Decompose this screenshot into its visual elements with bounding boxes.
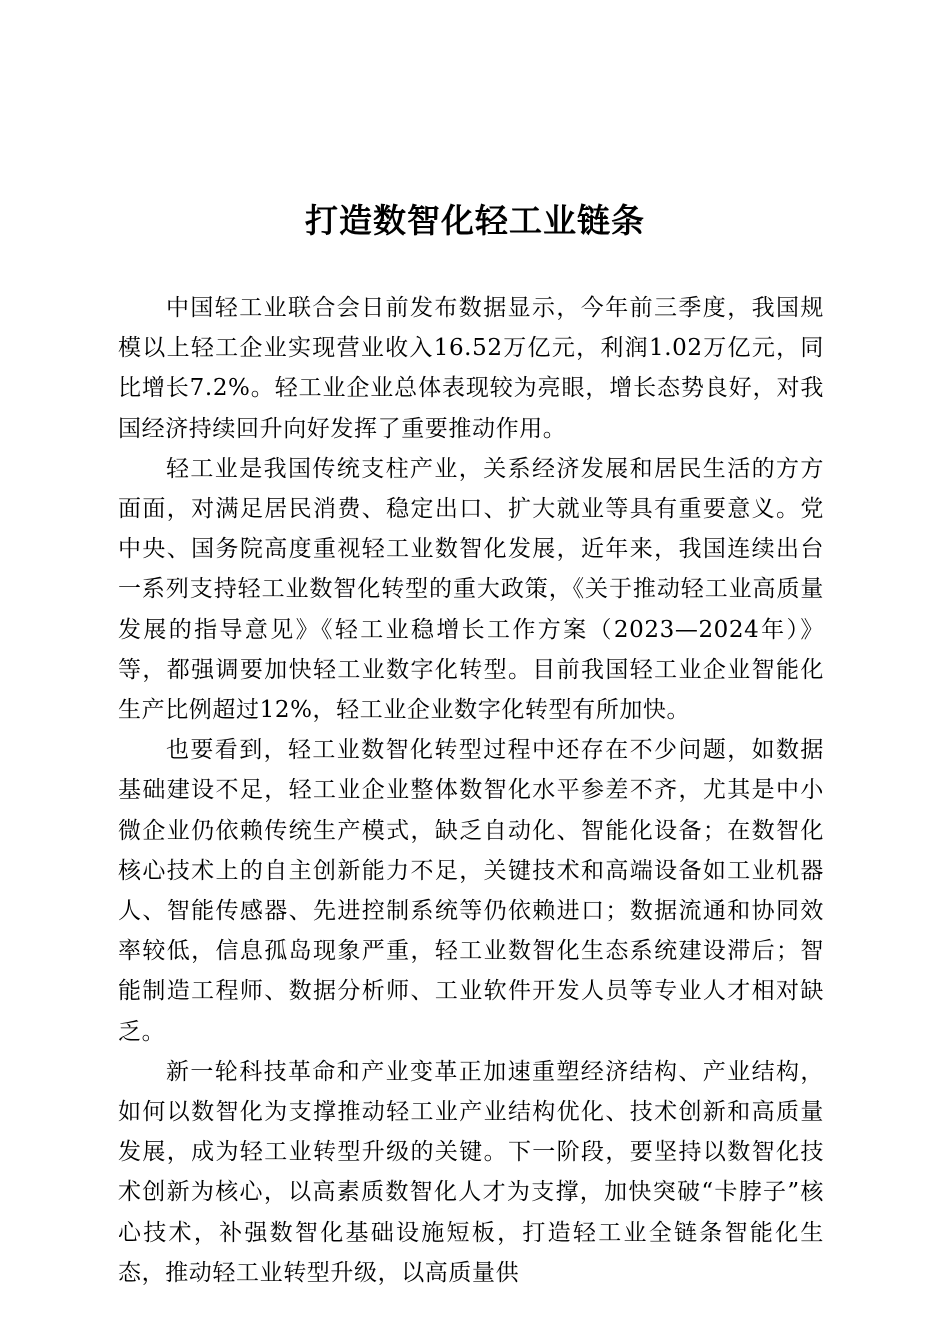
paragraph-2: 轻工业是我国传统支柱产业，关系经济发展和居民生活的方方面面，对满足居民消费、稳定出口、扩大就业等具有重要意义。党中央、国务院高度重视轻工业数智化发展，近年来，我国连续出台一系列支持轻工业数智化转型的重大政策，《关于推动轻工业高质量发展的指导意见》《轻工业稳增长工作方案（2023—2024年）》等，都强调要加快轻工业数字化转型。目前我国轻工业企业智能化生产比例超过12%，轻工业企业数字化转型有所加快。: [118, 455, 824, 724]
article-body: [118, 288, 824, 1293]
paragraph-3: 也要看到，轻工业数智化转型过程中还存在不少问题，如数据基础建设不足，轻工业企业整体数智化水平参差不齐，尤其是中小微企业仍依赖传统生产模式，缺乏自动化、智能化设备；在数智化核心技术上的自主创新能力不足，关键技术和高端设备如工业机器人、智能传感器、先进控制系统等仍依赖进口；数据流通和协同效率较低，信息孤岛现象严重，轻工业数智化生态系统建设滞后；智能制造工程师、数据分析师、工业软件开发人员等专业人才相对缺乏。: [118, 737, 824, 1045]
paragraph-1: 中国轻工业联合会日前发布数据显示，今年前三季度，我国规模以上轻工企业实现营业收入16.52万亿元，利润1.02万亿元，同比增长7.2%。轻工业企业总体表现较为亮眼，增长态势良好，对我国经济持续回升向好发挥了重要推动作用。: [118, 295, 824, 442]
paragraph-4: 新一轮科技革命和产业变革正加速重塑经济结构、产业结构，如何以数智化为支撑推动轻工业产业结构优化、技术创新和高质量发展，成为轻工业转型升级的关键。下一阶段，要坚持以数智化技术创新为核心，以高素质数智化人才为支撑，加快突破“卡脖子”核心技术，补强数智化基础设施短板，打造轻工业全链条智能化生态，推动轻工业转型升级，以高质量供: [118, 1058, 824, 1286]
article-title: 打造数智化轻工业链条: [305, 201, 645, 240]
